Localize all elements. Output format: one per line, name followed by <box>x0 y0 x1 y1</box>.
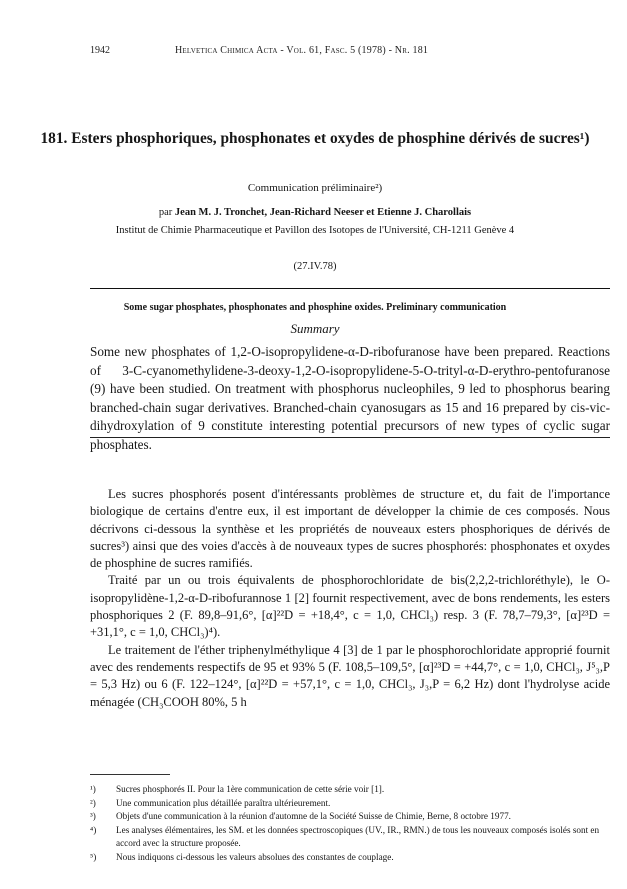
footnote-text: Nous indiquons ci-dessous les valeurs absolues des constantes de couplage. <box>116 851 394 862</box>
footnote-mark: ⁵) <box>90 851 97 862</box>
page-number: 1942 <box>90 45 110 56</box>
footnote <box>90 783 610 797</box>
paragraph-3: Le traitement de l'éther triphenylméthylique 4 [3] de 1 par le phosphorochloridate approprié fournit avec des rendements respectifs de 95 et 93% 5 (F. 108,5–109,5°, [α]²³D = +44,7°, c = 1,0, CHCl₃, J⁵₃,P = 5,3 Hz) ou 6 (F. 122–124°, [α]²²D = +57,1°, c = 1,0, CHCl₃, J₃,P = 6,2 Hz) dont l'hydrolyse acide ménagée (CH₃COOH 80%, 5 h <box>90 642 610 709</box>
footnote-text: Sucres phosphorés II. Pour la 1ère communication de cette série voir [1]. <box>116 784 385 794</box>
summary-divider <box>90 437 610 438</box>
summary-heading: Summary <box>290 321 340 336</box>
footnote <box>90 810 610 824</box>
institution: Institut de Chimie Pharmaceutique et Pavillon des Isotopes de l'Université, CH-1211 Genève 4 <box>115 225 515 236</box>
main-text <box>90 486 610 711</box>
authors-prefix: par <box>158 207 173 218</box>
article-title: 181. Esters phosphoriques, phosphonates et oxydes de phosphine dérivés de sucres¹) <box>40 130 590 147</box>
summary-text: Some new phosphates of 1,2-O-isopropylidene-α-D-ribofuranose have been prepared. Reactions of 3-C-cyanomethylidene-3-deoxy-1,2-O-isopropylidene-5-O-trityl-α-D-erythro-pentofuranose (9) have been studied. On treatment with phosphorus nucleophiles, 9 led to phosphorus bearing branched-chain sugar derivatives. Branched-chain cyanosugars as 15 and 16 prepared by cis-vic-dihydroxylation of 9 constitute interesting potential precursors of new types of cyclic sugar phosphates. <box>90 344 610 452</box>
footnote-divider <box>90 774 170 775</box>
top-divider <box>90 288 610 289</box>
footnote-mark: ³) <box>90 811 96 821</box>
authors: Jean M. J. Tronchet, Jean-Richard Neeser et Etienne J. Charollais <box>174 207 472 218</box>
footnote-text: Objets d'une communication à la réunion d'automne de la Société Suisse de Chimie, Berne, 8 octobre 1977. <box>116 811 511 821</box>
footnote <box>90 824 610 851</box>
english-title: Some sugar phosphates, phosphonates and phosphine oxides. Preliminary communication <box>123 302 507 313</box>
footnote-mark: ¹) <box>90 784 96 794</box>
footnote <box>90 797 610 811</box>
paragraph-2: Traité par un ou trois équivalents de phosphorochloridate de bis(2,2,2-trichloréthyle), le O-isopropylidène-1,2-α-D-ribofurannose 1 [2] fournit respectivement, avec de bons rendements, les esters phosphoriques 2 (F. 89,8–91,6°, [α]²²D = +18,4°, c = 1,0, CHCl₃) resp. 3 (F. 78,7–79,3°, [α]²³D = +31,1°, c = 1,0, CHCl₃)⁴). <box>90 573 610 640</box>
received-date: (27.IV.78) <box>293 261 337 272</box>
footnote-mark: ⁴) <box>90 824 97 835</box>
article-subtitle: Communication préliminaire²) <box>247 182 383 194</box>
footnote-text: Les analyses élémentaires, les SM. et les données spectroscopiques (UV., IR., RMN.) de tous les nouveaux composés isolés sont en accord avec la structure proposée. <box>116 824 600 848</box>
footnote-mark: ²) <box>90 797 96 808</box>
footnote-text: Une communication plus détaillée paraîtra ultérieurement. <box>116 797 331 808</box>
running-head: Helvetica Chimica Acta - Vol. 61, Fasc. 5 (1978) - Nr. 181 <box>175 45 429 56</box>
paragraph-1: Les sucres phosphorés posent d'intéressants problèmes de structure et, du fait de l'importance biologique de certains d'entre eux, il est important de développer la chimie de ces composés. Nous décrivons ci-dessous la synthèse et les propriétés de nouveaux esters phosphoriques de dérivés de sucres³) ainsi que des voies d'accès à de nouveaux types de sucres phosphorés: phosphonates et oxydes de phosphine de sucres ramifiés. <box>90 487 610 571</box>
footnotes <box>90 783 610 864</box>
author-line <box>40 207 590 218</box>
footnote <box>90 851 610 865</box>
